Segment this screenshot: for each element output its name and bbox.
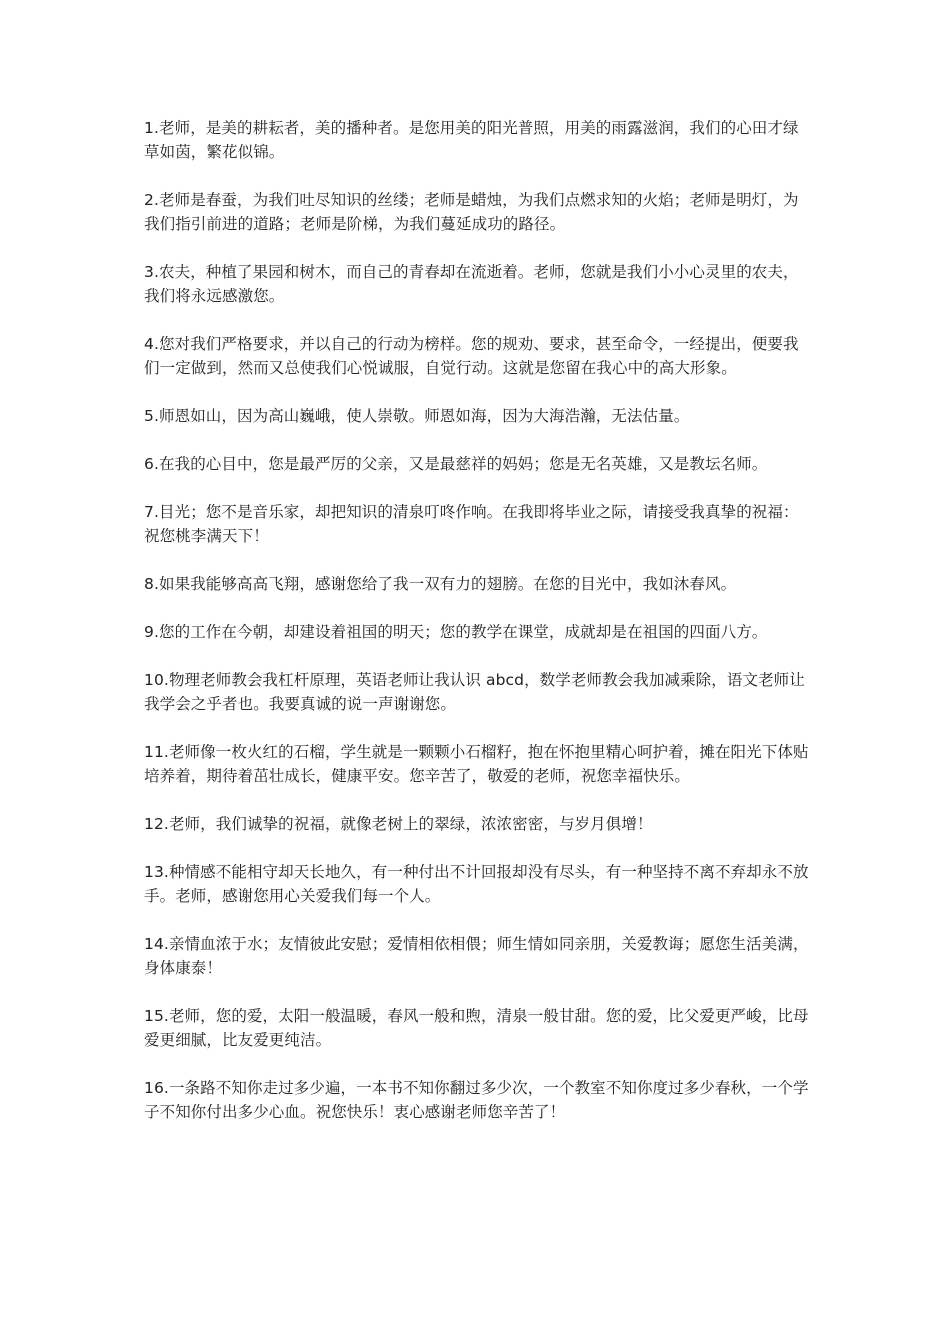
paragraph-1: 1.老师，是美的耕耘者，美的播种者。是您用美的阳光普照，用美的雨露滋润，我们的心田才绿草如茵，繁花似锦。 (144, 119, 799, 161)
paragraph-6: 6.在我的心目中，您是最严厉的父亲，又是最慈祥的妈妈；您是无名英雄，又是教坛名师。 (144, 455, 768, 473)
paragraph-5: 5.师恩如山，因为高山巍峨，使人崇敬。师恩如海，因为大海浩瀚，无法估量。 (144, 407, 690, 425)
paragraph-14: 14.亲情血浓于水；友情彼此安慰；爱情相依相偎；师生情如同亲朋，关爱教诲；愿您生活美满，身体康泰！ (144, 935, 809, 977)
paragraph-15: 15.老师，您的爱，太阳一般温暖，春风一般和煦，清泉一般甘甜。您的爱，比父爱更严峻，比母爱更细腻，比友爱更纯洁。 (144, 1007, 809, 1049)
paragraph-8: 8.如果我能够高高飞翔，感谢您给了我一双有力的翅膀。在您的目光中，我如沐春风。 (144, 575, 737, 593)
paragraph-9: 9.您的工作在今朝，却建设着祖国的明天；您的教学在课堂，成就却是在祖国的四面八方。 (144, 623, 768, 641)
paragraph-16: 16.一条路不知你走过多少遍，一本书不知你翻过多少次，一个教室不知你度过多少春秋，一个学子不知你付出多少心血。祝您快乐！衷心感谢老师您辛苦了！ (144, 1079, 809, 1121)
paragraph-2: 2.老师是春蚕，为我们吐尽知识的丝缕；老师是蜡烛，为我们点燃求知的火焰；老师是明灯，为我们指引前进的道路；老师是阶梯，为我们蔓延成功的路径。 (144, 191, 799, 233)
paragraph-12: 12.老师，我们诚挚的祝福，就像老树上的翠绿，浓浓密密，与岁月俱增！ (144, 815, 653, 833)
paragraph-10: 10.物理老师教会我杠杆原理，英语老师让我认识 abcd，数学老师教会我加减乘除，语文老师让我学会之乎者也。我要真诚的说一声谢谢您。 (144, 671, 805, 713)
paragraph-4: 4.您对我们严格要求，并以自己的行动为榜样。您的规劝、要求，甚至命令，一经提出，便要我们一定做到，然而又总使我们心悦诚服，自觉行动。这就是您留在我心中的高大形象。 (144, 335, 799, 377)
paragraph-11: 11.老师像一枚火红的石榴，学生就是一颗颗小石榴籽，抱在怀抱里精心呵护着，摊在阳光下体贴培养着，期待着茁壮成长，健康平安。您辛苦了，敬爱的老师，祝您幸福快乐。 (144, 743, 809, 785)
paragraph-13: 13.种情感不能相守却天长地久，有一种付出不计回报却没有尽头，有一种坚持不离不弃却永不放手。老师，感谢您用心关爱我们每一个人。 (144, 863, 809, 905)
paragraph-7: 7.目光；您不是音乐家，却把知识的清泉叮咚作响。在我即将毕业之际，请接受我真挚的祝福：祝您桃李满天下！ (144, 503, 799, 545)
document-body (144, 116, 812, 1148)
paragraph-3: 3.农夫，种植了果园和树木，而自己的青春却在流逝着。老师，您就是我们小小心灵里的农夫，我们将永远感激您。 (144, 263, 799, 305)
